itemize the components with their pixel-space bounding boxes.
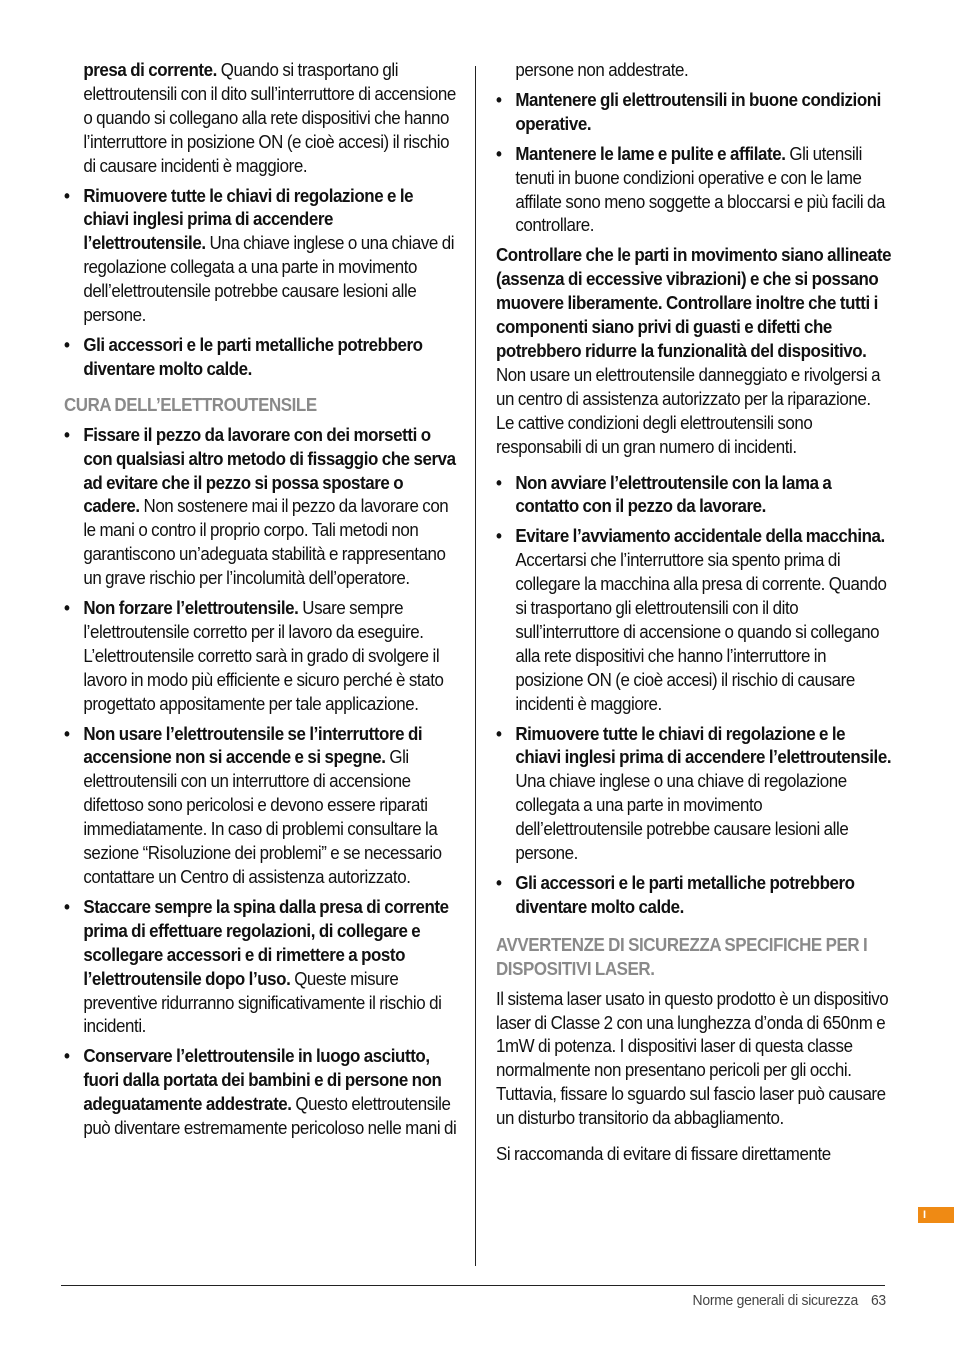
list-item: • Gli accessori e le parti metalliche potrebbero diventare molto calde. [64, 333, 423, 379]
section-heading: CURA DELL’ELETTROUTENSILE [64, 393, 317, 415]
page-footer [693, 1292, 886, 1309]
bullet-icon: • [64, 895, 70, 917]
list-item: • Staccare sempre la spina dalla presa di corrente prima di effettuare regolazioni, di collegare e scollegare accessori e di rimettere a posto l’elettroutensile dopo l’uso. Queste misure preventive ridurranno significativamente il rischio di incidenti. [64, 895, 449, 1037]
list-item: • Rimuovere tutte le chiavi di regolazione e le chiavi inglesi prima di accendere l’elettroutensile. Una chiave inglese o una chiave di regolazione collegata a una parte in movimento dell’elettroutensile potrebbe causare lesioni alle persone. [496, 722, 892, 864]
list-item: • Fissare il pezzo da lavorare con dei morsetti o con qualsiasi altro metodo di fissaggio che serva ad evitare che il pezzo si possa spostare o cadere. Non sostenere mai il pezzo da lavorare con le mani o contro il proprio corpo. Tali metodi non garantiscono un’adeguata stabilità e rappresentano un grave rischio per l’incolumità dell’operatore. [64, 423, 456, 589]
section-heading: AVVERTENZE DI SICUREZZA SPECIFICHE PER I DISPOSITIVI LASER. [496, 933, 868, 979]
list-item: • Mantenere le lame e pulite e affilate. Gli utensili tenuti in buone condizioni operative e con le lame affilate sono meno soggette a bloccarsi e più facili da controllare. [496, 142, 886, 236]
list-item: • Gli accessori e le parti metalliche potrebbero diventare molto calde. [496, 872, 855, 917]
list-item: • Rimuovere tutte le chiavi di regolazione e le chiavi inglesi prima di accendere l’elettroutensile. Una chiave inglese o una chiave di regolazione collegata a una parte in movimento dell’elettroutensile potrebbe causare lesioni alle persone. [64, 184, 455, 326]
footer-rule [61, 1285, 885, 1286]
list-item: • Evitare l’avviamento accidentale della macchina. Accertarsi che l’interruttore sia spento prima di collegare la macchina alla presa di corrente. Quando si trasportano gli elettroutensili con il dito sull’interruttore di accensione o quando si collegano alla rete dispositivi che hanno l’interruttore in posizione ON (e cioè accesi) il rischio di causare incidenti è maggiore. [496, 525, 887, 714]
bullet-icon: • [64, 597, 70, 619]
list-item: • Non forzare l’elettroutensile. Usare sempre l’elettroutensile corretto per il lavoro da eseguire. L’elettroutensile corretto sarà in grado di svolgere il lavoro in modo più efficiente e sicuro perché è stato progettato appositamente per tale applicazione. [64, 597, 444, 714]
bullet-icon: • [496, 471, 502, 493]
paragraph: persone non addestrate. [515, 59, 689, 80]
list-item: • Non avviare l’elettroutensile con la lama a contatto con il pezzo da lavorare. [496, 471, 832, 517]
bullet-icon: • [496, 872, 502, 893]
bullet-icon: • [496, 525, 502, 547]
paragraph: Si raccomanda di evitare di fissare direttamente [496, 1143, 831, 1165]
paragraph: Il sistema laser usato in questo prodotto è un dispositivo laser di Classe 2 con una lunghezza d’onda di 650nm e 1mW di potenza. I dispositivi laser di questa classe normalmente non presentano pericoli per gli occhi. Tuttavia, fissare lo sguardo sul fascio laser può causare un disturbo transitorio da abbagliamento. [496, 987, 889, 1129]
bullet-icon: • [64, 1045, 70, 1067]
section-tab-marker: I [918, 1207, 954, 1223]
paragraph: Controllare che le parti in movimento siano allineate (assenza di eccessive vibrazioni) e che si possano muovere liberamente. Controllare inoltre che tutti i componenti siano privi di guasti e difetti che potrebbero ridurre la funzionalità del dispositivo. Non usare un elettroutensile danneggiato e rivolgersi a un centro di assistenza autorizzato per la riparazione. Le cattive condizioni degli elettroutensili sono responsabili di un gran numero di incidenti. [496, 244, 892, 457]
list-item: • Mantenere gli elettroutensili in buone condizioni operative. [496, 88, 881, 134]
left-column [64, 58, 458, 1146]
column-divider [475, 66, 476, 1266]
bullet-icon: • [64, 184, 70, 206]
bullet-icon: • [496, 88, 502, 110]
list-item: • Non usare l’elettroutensile se l’interruttore di accensione non si accende e si spegne. Gli elettroutensili con un interruttore di accensione difettoso sono pericolosi e devono essere riparati immediatamente. In caso di problemi consultare la sezione “Risoluzione dei problemi” e se necessario contattare un Centro di assistenza autorizzato. [64, 722, 442, 887]
bullet-icon: • [64, 333, 70, 355]
paragraph: presa di corrente. Quando si trasportano gli elettroutensili con il dito sull’interruttore di accensione o quando si collegano alla rete dispositivi che hanno l’interruttore in posizione ON (e cioè accesi) il rischio di causare incidenti è maggiore. [83, 59, 456, 176]
list-item: • Conservare l’elettroutensile in luogo asciutto, fuori dalla portata dei bambini e di persone non adeguatamente addestrate. Questo elettroutensile può diventare estremamente pericoloso nelle mani di [64, 1045, 457, 1139]
bullet-icon: • [64, 722, 70, 744]
footer-section-title: Norme generali di sicurezza [692, 1292, 859, 1309]
bullet-icon: • [64, 423, 70, 445]
page-number: 63 [871, 1292, 886, 1309]
right-column [496, 58, 892, 1172]
bullet-icon: • [496, 142, 502, 164]
bullet-icon: • [496, 722, 502, 744]
